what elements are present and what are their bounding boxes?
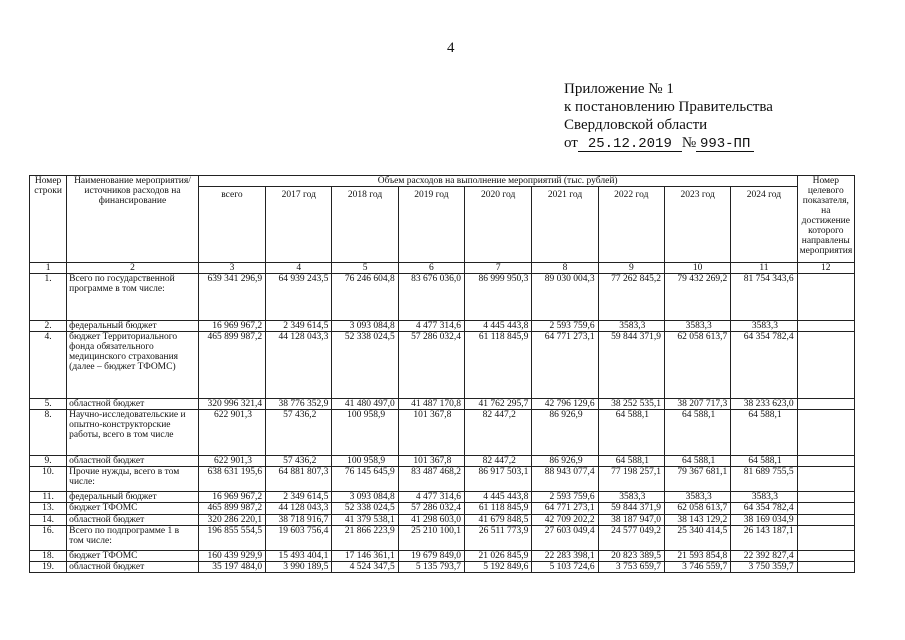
value-cell: 21 593 854,8 <box>664 551 730 562</box>
row-number: 16. <box>30 526 67 551</box>
value-cell: 64 881 807,3 <box>266 467 332 492</box>
row-name: областной бюджет <box>67 399 199 410</box>
value-cell: 38 187 947,0 <box>598 515 664 526</box>
table-row <box>30 515 855 526</box>
table-row <box>30 562 855 573</box>
row-name: областной бюджет <box>67 456 199 467</box>
column-index: 3 <box>198 263 265 274</box>
value-cell: 16 969 967,2 <box>198 492 265 503</box>
value-cell: 76 145 645,9 <box>332 467 398 492</box>
value-cell: 465 899 987,2 <box>198 332 265 399</box>
value-cell: 38 143 129,2 <box>664 515 730 526</box>
header-year-2023: 2023 год <box>664 187 730 263</box>
value-cell: 64 588,1 <box>664 410 730 456</box>
resolution-date: 25.12.2019 <box>578 137 682 152</box>
value-cell: 59 844 371,9 <box>598 332 664 399</box>
number-label: № <box>681 135 697 151</box>
appendix-line-region: Свердловской области <box>564 117 708 133</box>
from-label: от <box>564 135 578 151</box>
table-row <box>30 492 855 503</box>
value-cell: 79 432 269,2 <box>664 274 730 321</box>
row-name: областной бюджет <box>67 562 199 573</box>
value-cell: 160 439 929,9 <box>198 551 265 562</box>
target-cell <box>797 562 854 573</box>
table-row <box>30 456 855 467</box>
value-cell: 101 367,8 <box>398 410 464 456</box>
value-cell: 61 118 845,9 <box>465 332 532 399</box>
header-year-2024: 2024 год <box>731 187 797 263</box>
row-number: 5. <box>30 399 67 410</box>
row-number: 2. <box>30 321 67 332</box>
value-cell: 21 866 223,9 <box>332 526 398 551</box>
value-cell: 86 926,9 <box>532 410 598 456</box>
header-target-indicator: Номер целевого показателя, на достижение которого направлены мероприятия <box>797 176 854 263</box>
value-cell: 62 058 613,7 <box>664 503 730 515</box>
table-row <box>30 321 855 332</box>
column-index: 4 <box>266 263 332 274</box>
expenses-table <box>29 175 855 573</box>
value-cell: 3583,3 <box>731 492 797 503</box>
target-cell <box>797 492 854 503</box>
column-index: 5 <box>332 263 398 274</box>
value-cell: 64 354 782,4 <box>731 503 797 515</box>
value-cell: 64 588,1 <box>598 456 664 467</box>
row-number: 8. <box>30 410 67 456</box>
row-name: Всего по государственной программе в том числе: <box>67 274 199 321</box>
table-row <box>30 399 855 410</box>
column-index: 12 <box>797 263 854 274</box>
value-cell: 81 754 343,6 <box>731 274 797 321</box>
value-cell: 3 093 084,8 <box>332 321 398 332</box>
value-cell: 44 128 043,3 <box>266 503 332 515</box>
value-cell: 82 447,2 <box>465 410 532 456</box>
row-name: Всего по подпрограмме 1 в том числе: <box>67 526 199 551</box>
value-cell: 5 135 793,7 <box>398 562 464 573</box>
value-cell: 26 511 773,9 <box>465 526 532 551</box>
value-cell: 41 480 497,0 <box>332 399 398 410</box>
value-cell: 81 689 755,5 <box>731 467 797 492</box>
value-cell: 3 750 359,7 <box>731 562 797 573</box>
value-cell: 86 926,9 <box>532 456 598 467</box>
value-cell: 44 128 043,3 <box>266 332 332 399</box>
table-row <box>30 503 855 515</box>
value-cell: 59 844 371,9 <box>598 503 664 515</box>
value-cell: 622 901,3 <box>198 456 265 467</box>
value-cell: 57 436,2 <box>266 410 332 456</box>
table-body <box>30 274 855 573</box>
appendix-title: Приложение № 1 <box>564 81 674 97</box>
column-index: 11 <box>731 263 797 274</box>
value-cell: 64 354 782,4 <box>731 332 797 399</box>
column-index: 8 <box>532 263 598 274</box>
value-cell: 4 477 314,6 <box>398 321 464 332</box>
table-row <box>30 274 855 321</box>
row-number: 14. <box>30 515 67 526</box>
value-cell: 196 855 554,5 <box>198 526 265 551</box>
header-year-2020: 2020 год <box>465 187 532 263</box>
value-cell: 24 577 049,2 <box>598 526 664 551</box>
value-cell: 17 146 361,1 <box>332 551 398 562</box>
target-cell <box>797 332 854 399</box>
value-cell: 57 286 032,4 <box>398 503 464 515</box>
row-name: федеральный бюджет <box>67 321 199 332</box>
value-cell: 82 447,2 <box>465 456 532 467</box>
value-cell: 61 118 845,9 <box>465 503 532 515</box>
value-cell: 4 445 443,8 <box>465 321 532 332</box>
value-cell: 62 058 613,7 <box>664 332 730 399</box>
row-name: Прочие нужды, всего в том числе: <box>67 467 199 492</box>
target-cell <box>797 515 854 526</box>
value-cell: 101 367,8 <box>398 456 464 467</box>
row-name: бюджет ТФОМС <box>67 503 199 515</box>
value-cell: 41 298 603,0 <box>398 515 464 526</box>
value-cell: 26 143 187,1 <box>731 526 797 551</box>
value-cell: 57 286 032,4 <box>398 332 464 399</box>
value-cell: 465 899 987,2 <box>198 503 265 515</box>
value-cell: 639 341 296,9 <box>198 274 265 321</box>
value-cell: 52 338 024,5 <box>332 332 398 399</box>
value-cell: 100 958,9 <box>332 410 398 456</box>
value-cell: 83 676 036,0 <box>398 274 464 321</box>
value-cell: 22 283 398,1 <box>532 551 598 562</box>
value-cell: 77 262 845,2 <box>598 274 664 321</box>
value-cell: 3 093 084,8 <box>332 492 398 503</box>
value-cell: 89 030 004,3 <box>532 274 598 321</box>
value-cell: 42 709 202,2 <box>532 515 598 526</box>
header-name: Наименование мероприятия/ источников расходов на финансирование <box>67 176 199 263</box>
value-cell: 320 286 220,1 <box>198 515 265 526</box>
value-cell: 83 487 468,2 <box>398 467 464 492</box>
row-name: областной бюджет <box>67 515 199 526</box>
value-cell: 41 487 170,8 <box>398 399 464 410</box>
row-number: 18. <box>30 551 67 562</box>
value-cell: 64 939 243,5 <box>266 274 332 321</box>
row-name: бюджет Территориального фонда обязательного медицинского страхования (далее – бюджет ТФОМС) <box>67 332 199 399</box>
value-cell: 3 746 559,7 <box>664 562 730 573</box>
value-cell: 64 771 273,1 <box>532 332 598 399</box>
row-number: 13. <box>30 503 67 515</box>
value-cell: 2 349 614,5 <box>266 321 332 332</box>
value-cell: 622 901,3 <box>198 410 265 456</box>
column-index: 10 <box>664 263 730 274</box>
value-cell: 2 593 759,6 <box>532 492 598 503</box>
value-cell: 100 958,9 <box>332 456 398 467</box>
row-number: 11. <box>30 492 67 503</box>
table-row <box>30 410 855 456</box>
value-cell: 88 943 077,4 <box>532 467 598 492</box>
value-cell: 76 246 604,8 <box>332 274 398 321</box>
value-cell: 16 969 967,2 <box>198 321 265 332</box>
row-name: бюджет ТФОМС <box>67 551 199 562</box>
target-cell <box>797 526 854 551</box>
row-number: 1. <box>30 274 67 321</box>
value-cell: 41 679 848,5 <box>465 515 532 526</box>
row-number: 10. <box>30 467 67 492</box>
value-cell: 38 207 717,3 <box>664 399 730 410</box>
column-index: 2 <box>67 263 199 274</box>
value-cell: 52 338 024,5 <box>332 503 398 515</box>
value-cell: 64 588,1 <box>598 410 664 456</box>
value-cell: 20 823 389,5 <box>598 551 664 562</box>
header-year-2019: 2019 год <box>398 187 464 263</box>
value-cell: 15 493 404,1 <box>266 551 332 562</box>
value-cell: 64 588,1 <box>731 456 797 467</box>
value-cell: 41 762 295,7 <box>465 399 532 410</box>
header-row-number: Номер строки <box>30 176 67 263</box>
value-cell: 25 210 100,1 <box>398 526 464 551</box>
value-cell: 2 593 759,6 <box>532 321 598 332</box>
value-cell: 38 718 916,7 <box>266 515 332 526</box>
row-number: 9. <box>30 456 67 467</box>
value-cell: 4 477 314,6 <box>398 492 464 503</box>
value-cell: 38 169 034,9 <box>731 515 797 526</box>
page-number: 4 <box>447 40 455 56</box>
value-cell: 25 340 414,5 <box>664 526 730 551</box>
table-row <box>30 526 855 551</box>
header-year-2021: 2021 год <box>532 187 598 263</box>
row-number: 19. <box>30 562 67 573</box>
value-cell: 41 379 538,1 <box>332 515 398 526</box>
header-year-2022: 2022 год <box>598 187 664 263</box>
value-cell: 638 631 195,6 <box>198 467 265 492</box>
target-cell <box>797 467 854 492</box>
value-cell: 4 445 443,8 <box>465 492 532 503</box>
table-row <box>30 467 855 492</box>
target-cell <box>797 321 854 332</box>
value-cell: 57 436,2 <box>266 456 332 467</box>
header-year-2018: 2018 год <box>332 187 398 263</box>
row-name: Научно-исследовательские и опытно-конструкторские работы, всего в том числе <box>67 410 199 456</box>
value-cell: 3583,3 <box>664 492 730 503</box>
column-index: 1 <box>30 263 67 274</box>
value-cell: 3 753 659,7 <box>598 562 664 573</box>
value-cell: 3583,3 <box>598 492 664 503</box>
value-cell: 4 524 347,5 <box>332 562 398 573</box>
target-cell <box>797 274 854 321</box>
appendix-line-resolution: к постановлению Правительства <box>564 99 773 115</box>
table-row <box>30 332 855 399</box>
value-cell: 3583,3 <box>598 321 664 332</box>
target-cell <box>797 551 854 562</box>
value-cell: 79 367 681,1 <box>664 467 730 492</box>
value-cell: 19 679 849,0 <box>398 551 464 562</box>
value-cell: 35 197 484,0 <box>198 562 265 573</box>
value-cell: 2 349 614,5 <box>266 492 332 503</box>
value-cell: 42 796 129,6 <box>532 399 598 410</box>
value-cell: 38 233 623,0 <box>731 399 797 410</box>
column-index: 7 <box>465 263 532 274</box>
value-cell: 320 996 321,4 <box>198 399 265 410</box>
header-volume: Объем расходов на выполнение мероприятий (тыс. рублей) <box>198 176 797 187</box>
appendix-date-line <box>564 134 773 152</box>
value-cell: 38 252 535,1 <box>598 399 664 410</box>
target-cell <box>797 456 854 467</box>
value-cell: 21 026 845,9 <box>465 551 532 562</box>
header-year-total: всего <box>198 187 265 263</box>
value-cell: 5 192 849,6 <box>465 562 532 573</box>
resolution-number: 993-ПП <box>696 137 754 152</box>
value-cell: 5 103 724,6 <box>532 562 598 573</box>
header-year-2017: 2017 год <box>266 187 332 263</box>
column-index-row <box>30 263 855 274</box>
appendix-block <box>564 80 773 152</box>
value-cell: 64 588,1 <box>731 410 797 456</box>
row-name: федеральный бюджет <box>67 492 199 503</box>
value-cell: 77 198 257,1 <box>598 467 664 492</box>
value-cell: 3 990 189,5 <box>266 562 332 573</box>
row-number: 4. <box>30 332 67 399</box>
target-cell <box>797 399 854 410</box>
target-cell <box>797 410 854 456</box>
value-cell: 22 392 827,4 <box>731 551 797 562</box>
value-cell: 64 588,1 <box>664 456 730 467</box>
value-cell: 86 917 503,1 <box>465 467 532 492</box>
value-cell: 19 603 756,4 <box>266 526 332 551</box>
value-cell: 3583,3 <box>731 321 797 332</box>
value-cell: 3583,3 <box>664 321 730 332</box>
table-row <box>30 551 855 562</box>
value-cell: 38 776 352,9 <box>266 399 332 410</box>
column-index: 6 <box>398 263 464 274</box>
value-cell: 27 603 049,4 <box>532 526 598 551</box>
value-cell: 86 999 950,3 <box>465 274 532 321</box>
column-index: 9 <box>598 263 664 274</box>
value-cell: 64 771 273,1 <box>532 503 598 515</box>
target-cell <box>797 503 854 515</box>
